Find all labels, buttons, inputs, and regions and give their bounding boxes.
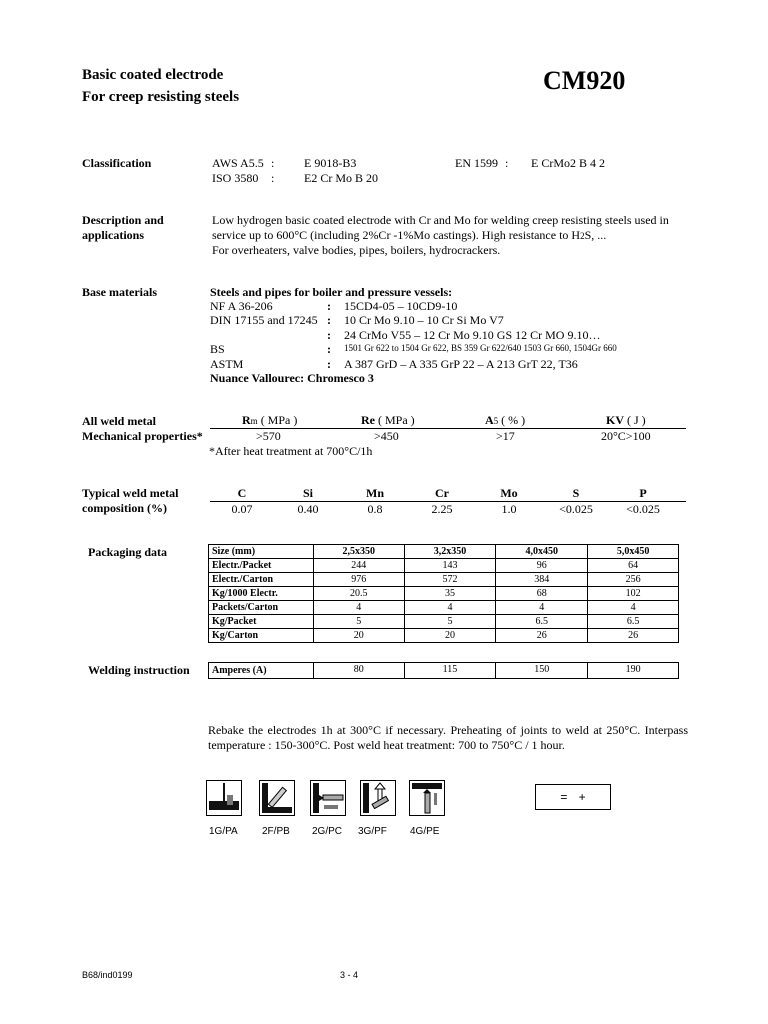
mech-value-kv: 20°C>100 [601, 429, 651, 443]
table-row [209, 587, 679, 601]
position-label: 3G/PF [358, 826, 387, 837]
mechanical-label-1: All weld metal [82, 414, 156, 428]
table-cell: 26 [496, 629, 588, 643]
position-4g-pe-icon [409, 780, 445, 816]
en-separator: : [505, 156, 509, 170]
comp-value: <0.025 [559, 502, 593, 516]
position-label: 2F/PB [262, 826, 290, 837]
mech-value-re: >450 [374, 429, 399, 443]
table-cell: 115 [404, 663, 496, 679]
table-cell: 143 [404, 559, 496, 573]
comp-element: Mo [500, 486, 518, 500]
table-row [209, 663, 679, 679]
table-cell: 20.5 [313, 587, 404, 601]
table-cell: Kg/Packet [209, 615, 314, 629]
position-label: 4G/PE [410, 826, 440, 837]
table-cell: 384 [496, 573, 588, 587]
description-line-2b: S, ... [584, 228, 607, 242]
iso-value: E2 Cr Mo B 20 [304, 171, 379, 185]
mechanical-label-2: Mechanical properties* [82, 429, 203, 443]
mech-header-re: Re ( MPa ) [361, 413, 415, 427]
table-cell: Kg/1000 Electr. [209, 587, 314, 601]
table-cell: Electr./Packet [209, 559, 314, 573]
comp-element: P [639, 486, 647, 500]
mech-header-rm: Rm ( MPa ) [242, 413, 298, 427]
position-2f-pb-icon [259, 780, 295, 816]
bm-std: ASTM [210, 357, 244, 371]
position-label: 1G/PA [209, 826, 238, 837]
table-row [209, 615, 679, 629]
table-cell: 3,2x350 [404, 545, 496, 559]
packaging-label: Packaging data [88, 545, 168, 559]
mech-header-kv: KV ( J ) [606, 413, 646, 427]
bm-val: 15CD4-05 – 10CD9-10 [344, 299, 458, 313]
bm-sep: : [327, 328, 331, 342]
table-cell: Packets/Carton [209, 601, 314, 615]
description-label-1: Description and [82, 213, 164, 227]
description-label-2: applications [82, 228, 145, 242]
position-3g-pf-icon [360, 780, 396, 816]
packaging-header-row [209, 545, 679, 559]
table-cell: 20 [313, 629, 404, 643]
en-standard: EN 1599 [455, 156, 498, 170]
table-cell: 5 [404, 615, 496, 629]
welding-label: Welding instruction [88, 663, 190, 677]
table-cell: 26 [588, 629, 679, 643]
table-cell: 6.5 [588, 615, 679, 629]
bm-sep: : [327, 299, 331, 313]
table-cell: Kg/Carton [209, 629, 314, 643]
classification-label: Classification [82, 156, 152, 170]
comp-value: 0.07 [231, 502, 253, 516]
footer-page-number: 3 - 4 [340, 970, 359, 980]
iso-separator: : [271, 171, 275, 185]
table-cell: 68 [496, 587, 588, 601]
comp-element: C [237, 486, 247, 500]
table-cell: 4 [404, 601, 496, 615]
comp-element: Mn [366, 486, 384, 500]
table-cell: 190 [588, 663, 679, 679]
h2s-subscript: 2 [580, 231, 585, 241]
table-cell: 5,0x450 [588, 545, 679, 559]
iso-standard: ISO 3580 [212, 171, 259, 185]
bm-std: BS [210, 342, 225, 356]
table-cell: 6.5 [496, 615, 588, 629]
position-2g-pc-icon [310, 780, 346, 816]
bm-val: 24 CrMo V55 – 12 Cr Mo 9.10 GS 12 Cr MO 9.10… [344, 328, 601, 342]
table-cell: Amperes (A) [209, 663, 314, 679]
bm-val: 10 Cr Mo 9.10 – 10 Cr Si Mo V7 [344, 313, 504, 327]
table-cell: 2,5x350 [313, 545, 404, 559]
title-line-2: For creep resisting steels [82, 89, 240, 105]
product-code: CM920 [543, 66, 626, 95]
table-cell: 5 [313, 615, 404, 629]
comp-value: 0.40 [297, 502, 319, 516]
composition-label-1: Typical weld metal [82, 486, 179, 500]
bm-sep: : [327, 357, 331, 371]
composition-label-2: composition (%) [82, 501, 167, 515]
en-value: E CrMo2 B 4 2 [531, 156, 606, 170]
bm-val: A 387 GrD – A 335 GrP 22 – A 213 GrT 22, T36 [344, 357, 578, 371]
table-cell: 244 [313, 559, 404, 573]
packaging-table [208, 544, 679, 643]
aws-value: E 9018-B3 [304, 156, 357, 170]
description-line-3: For overheaters, valve bodies, pipes, boilers, hydrocrackers. [212, 243, 501, 257]
table-cell: 64 [588, 559, 679, 573]
table-cell: 35 [404, 587, 496, 601]
position-1g-pa-icon [206, 780, 242, 816]
table-cell: 572 [404, 573, 496, 587]
table-cell: 256 [588, 573, 679, 587]
comp-value: 0.8 [367, 502, 383, 516]
description-line-1: Low hydrogen basic coated electrode with Cr and Mo for welding creep resisting steels used in [212, 213, 669, 227]
mech-note: *After heat treatment at 700°C/1h [209, 444, 373, 458]
table-cell: 4 [313, 601, 404, 615]
comp-element: Cr [435, 486, 449, 500]
footer-reference: B68/ind0199 [82, 970, 133, 980]
table-cell: 4 [496, 601, 588, 615]
table-cell: 150 [496, 663, 588, 679]
position-label: 2G/PC [312, 826, 343, 837]
table-cell: Size (mm) [209, 545, 314, 559]
mech-header-a5: A5 ( % ) [485, 413, 526, 427]
base-materials-label: Base materials [82, 285, 157, 299]
mech-value-rm: >570 [256, 429, 281, 443]
description-line-2 [212, 228, 606, 244]
title-line-1: Basic coated electrode [82, 67, 224, 83]
table-cell: 102 [588, 587, 679, 601]
amperes-table [208, 662, 679, 679]
base-materials-heading: Steels and pipes for boiler and pressure vessels: [210, 285, 453, 299]
bm-sep: : [327, 313, 331, 327]
table-row [209, 629, 679, 643]
bm-sep: : [327, 342, 331, 356]
comp-value: 2.25 [431, 502, 453, 516]
bm-val: 1501 Gr 622 to 1504 Gr 622, BS 359 Gr 622/640 1503 Gr 660, 1504Gr 660 [344, 343, 617, 353]
bm-std: DIN 17155 and 17245 [210, 313, 318, 327]
table-cell: 4 [588, 601, 679, 615]
comp-value: 1.0 [501, 502, 517, 516]
aws-standard: AWS A5.5 [212, 156, 264, 170]
bm-std: NF A 36-206 [210, 299, 273, 313]
polarity-box: = + [535, 784, 611, 810]
table-cell: 976 [313, 573, 404, 587]
aws-separator: : [271, 156, 275, 170]
table-row [209, 573, 679, 587]
comp-element: Si [302, 486, 313, 500]
comp-value: <0.025 [626, 502, 660, 516]
table-row [209, 559, 679, 573]
mech-value-a5: >17 [496, 429, 515, 443]
table-cell: 20 [404, 629, 496, 643]
instructions-line-1: Rebake the electrodes 1h at 300°C if necessary. Preheating of joints to weld at 250°C. Interpass [208, 723, 688, 737]
table-row [209, 601, 679, 615]
instructions-line-2: temperature : 150-300°C. Post weld heat treatment: 700 to 750°C / 1 hour. [208, 738, 565, 752]
table-cell: Electr./Carton [209, 573, 314, 587]
table-cell: 4,0x450 [496, 545, 588, 559]
nuance-vallourec: Nuance Vallourec: Chromesco 3 [210, 371, 374, 385]
table-cell: 96 [496, 559, 588, 573]
table-cell: 80 [313, 663, 404, 679]
description-line-2a: service up to 600°C (including 2%Cr -1%Mo castings). High resistance to H [212, 228, 581, 242]
comp-element: S [572, 486, 580, 500]
